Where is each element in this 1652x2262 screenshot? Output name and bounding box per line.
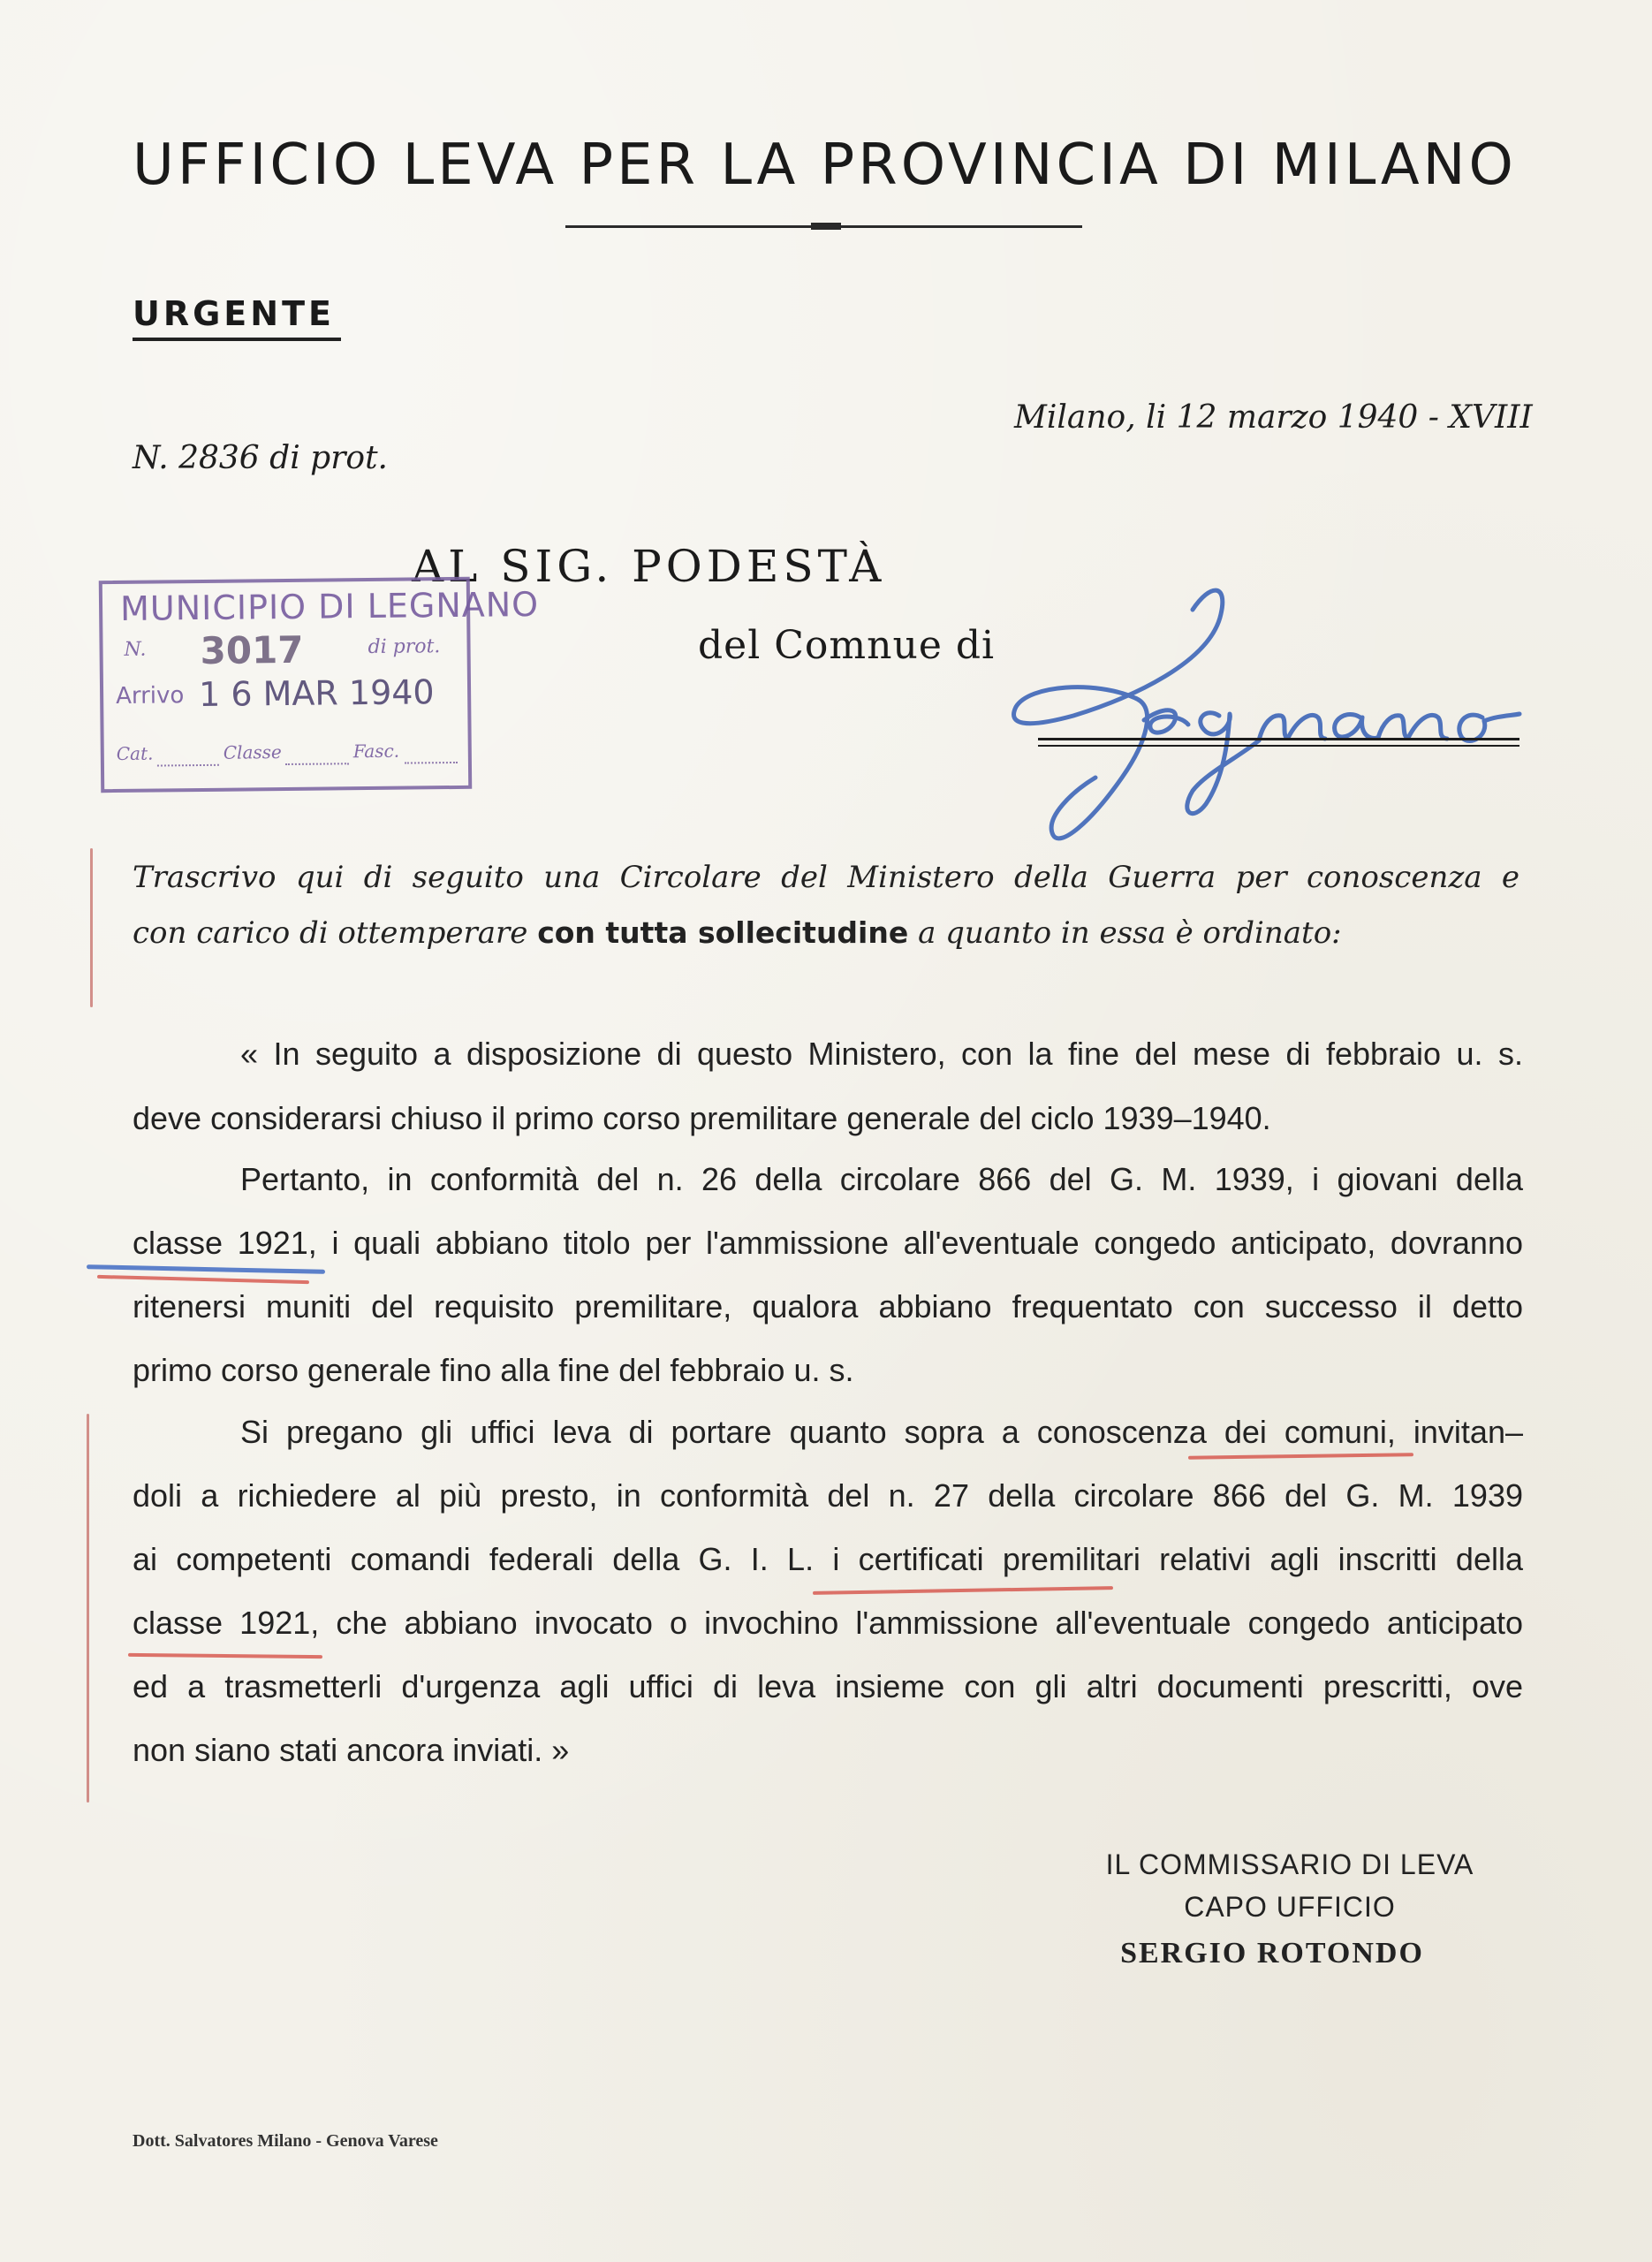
circular-line: Si pregano gli uffici leva di portare quanto sopra a conoscenza dei comuni, invitan– xyxy=(240,1414,1523,1450)
circular-line: ritenersi muniti del requisito premilitare, qualora abbiano frequentato con successo il detto xyxy=(133,1288,1523,1325)
intro-emphasis: con tutta sollecitudine xyxy=(537,915,909,950)
red-pencil-underline xyxy=(1188,1453,1413,1460)
printer-imprint: Dott. Salvatores Milano - Genova Varese xyxy=(133,2131,438,2151)
margin-pencil-mark xyxy=(87,1414,89,1803)
intro-line-1: Trascrivo qui di seguito una Circolare del Ministero della Guerra per conoscenza e xyxy=(133,860,1519,895)
blue-pencil-underline xyxy=(87,1264,325,1274)
red-pencil-underline xyxy=(813,1586,1113,1595)
header-divider-mark xyxy=(811,223,841,230)
circular-line: « In seguito a disposizione di questo Ministero, con la fine del mese di febbraio u. s. xyxy=(240,1036,1523,1072)
commune-label: del Comnue di xyxy=(698,623,996,668)
circular-line: ed a trasmetterli d'urgenza agli uffici di leva insieme con gli altri documenti prescritti, ove xyxy=(133,1668,1523,1704)
circular-line: classe 1921, i quali abbiano titolo per l'ammissione all'eventuale congedo anticipato, dovranno xyxy=(133,1225,1523,1261)
stamp-dotted-line xyxy=(157,764,219,767)
circular-line: non siano stati ancora inviati. » xyxy=(133,1732,570,1768)
stamp-category-label: Cat. xyxy=(116,742,154,765)
circular-line: primo corso generale fino alla fine del febbraio u. s. xyxy=(133,1352,854,1388)
circular-line: Pertanto, in conformità del n. 26 della circolare 866 del G. M. 1939, i giovani della xyxy=(240,1161,1523,1197)
municipal-receipt-stamp xyxy=(99,577,540,793)
stamp-dotted-line xyxy=(285,763,349,765)
urgency-label: URGENTE xyxy=(133,294,335,333)
red-pencil-underline xyxy=(128,1653,322,1659)
handwritten-commune-name xyxy=(989,566,1537,857)
stamp-prot-label: di prot. xyxy=(368,635,441,659)
circular-line: classe 1921, che abbiano invocato o invochino l'ammissione all'eventuale congedo anticipato xyxy=(133,1605,1523,1641)
signatory-office: CAPO UFFICIO xyxy=(1184,1891,1396,1923)
signatory-role: IL COMMISSARIO DI LEVA xyxy=(1105,1848,1474,1880)
urgency-underline xyxy=(133,338,341,341)
circular-line: deve considerarsi chiuso il primo corso premilitare generale del ciclo 1939–1940. xyxy=(133,1100,1271,1136)
addressee: AL SIG. PODESTÀ xyxy=(412,541,886,592)
signature-underline xyxy=(1038,738,1519,740)
intro-line-2-end: a quanto in essa è ordinato: xyxy=(918,915,1342,951)
stamp-dotted-line xyxy=(405,762,458,764)
intro-line-2 xyxy=(133,915,1342,951)
stamp-number-label: N. xyxy=(124,638,147,661)
signatory-name: SERGIO ROTONDO xyxy=(1120,1937,1424,1970)
protocol-number: N. 2836 di prot. xyxy=(133,440,388,476)
date-line: Milano, li 12 marzo 1940 - XVIII xyxy=(1014,399,1533,436)
stamp-title: MUNICIPIO DI LEGNANO xyxy=(119,584,540,628)
signature-underline-second xyxy=(1038,745,1519,747)
intro-line-2-start: con carico di ottemperare xyxy=(133,915,528,951)
margin-pencil-mark xyxy=(90,848,93,1007)
stamp-file-label: Fasc. xyxy=(352,740,400,763)
stamp-arrival-label: Arrivo xyxy=(115,682,185,710)
office-title: UFFICIO LEVA PER LA PROVINCIA DI MILANO xyxy=(133,133,1517,198)
red-pencil-underline xyxy=(97,1275,309,1284)
circular-line: ai competenti comandi federali della G. I. L. i certificati premilitari relativi agli inscritti della xyxy=(133,1541,1523,1577)
stamp-protocol-number: 3017 xyxy=(200,627,304,673)
circular-line: doli a richiedere al più presto, in conformità del n. 27 della circolare 866 del G. M. 1939 xyxy=(133,1477,1523,1514)
stamp-arrival-date: 1 6 MAR 1940 xyxy=(198,672,435,715)
stamp-class-label: Classe xyxy=(223,741,282,763)
